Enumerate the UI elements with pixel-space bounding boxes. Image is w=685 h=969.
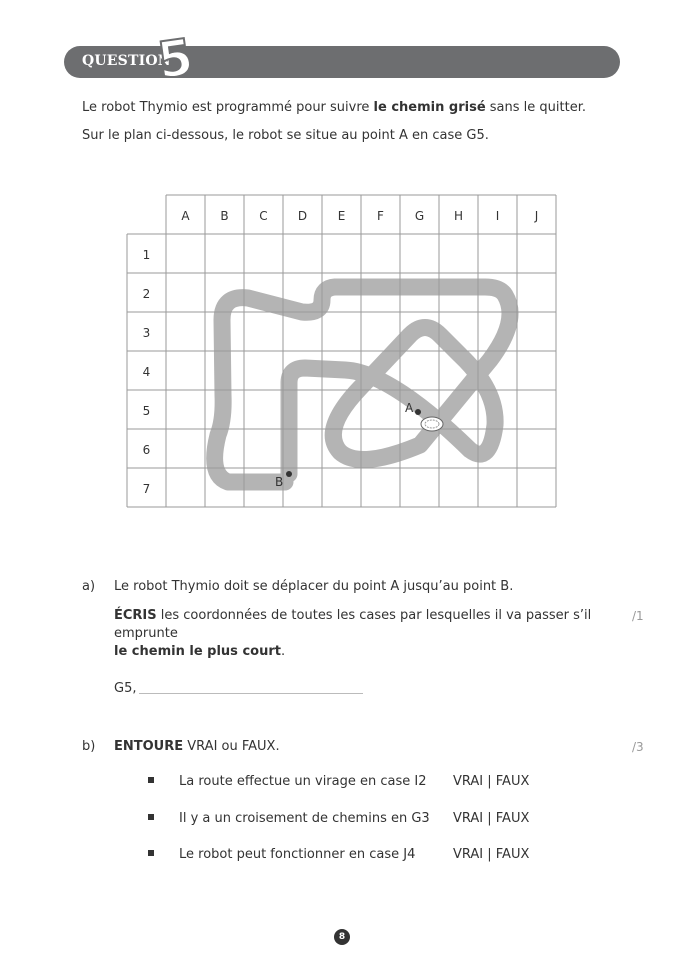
answer-line[interactable] xyxy=(139,693,363,694)
row-label: 5 xyxy=(142,404,151,418)
column-label: D xyxy=(297,209,308,223)
bullet-icon xyxy=(148,850,154,856)
page-number: 8 xyxy=(334,929,350,945)
part-b-score: /3 xyxy=(632,740,644,754)
row-label: 1 xyxy=(142,248,151,262)
part-a-instruction: ÉCRIS les coordonnées de toutes les cases par lesquelles il va passer s’il emprunte le chemin le plus court. xyxy=(114,608,592,659)
robot-icon xyxy=(421,417,443,431)
intro-line-2: Sur le plan ci-dessous, le robot se situe au point A en case G5. xyxy=(82,128,489,143)
column-label: G xyxy=(414,209,425,223)
answer-prefix: G5, xyxy=(114,681,137,696)
point-b-label: B xyxy=(275,475,284,489)
column-label: J xyxy=(534,209,539,223)
row-label: 3 xyxy=(142,326,151,340)
bullet-icon xyxy=(148,814,154,820)
point-b-dot xyxy=(286,471,292,477)
statement-1: La route effectue un virage en case I2 xyxy=(179,774,427,789)
intro-line-1: Le robot Thymio est programmé pour suivre le chemin grisé sans le quitter. xyxy=(82,100,586,115)
part-a-question: Le robot Thymio doit se déplacer du point A jusqu’au point B. xyxy=(114,579,514,594)
question-number: 5 xyxy=(154,27,197,91)
row-label: 4 xyxy=(142,365,151,379)
statement-2: Il y a un croisement de chemins en G3 xyxy=(179,811,430,826)
column-label: C xyxy=(259,209,268,223)
statement-3: Le robot peut fonctionner en case J4 xyxy=(179,847,416,862)
part-b-instruction: ENTOURE VRAI ou FAUX. xyxy=(114,739,280,754)
row-label: 7 xyxy=(142,482,151,496)
column-label: F xyxy=(377,209,384,223)
row-label: 6 xyxy=(142,443,151,457)
column-label: H xyxy=(453,209,464,223)
point-a-label: A xyxy=(405,401,414,415)
bullet-icon xyxy=(148,777,154,783)
choice-1[interactable]: VRAI | FAUX xyxy=(453,774,530,789)
column-label: I xyxy=(495,209,500,223)
column-label: E xyxy=(337,209,346,223)
column-label: A xyxy=(181,209,190,223)
choice-2[interactable]: VRAI | FAUX xyxy=(453,811,530,826)
point-a-dot xyxy=(415,409,421,415)
column-label: B xyxy=(220,209,229,223)
part-a-marker: a) xyxy=(82,579,96,594)
question-label: QUESTION xyxy=(82,53,171,69)
part-a-score: /1 xyxy=(632,609,644,623)
robot-path xyxy=(215,287,510,482)
part-b-marker: b) xyxy=(82,739,96,754)
choice-3[interactable]: VRAI | FAUX xyxy=(453,847,530,862)
row-label: 2 xyxy=(142,287,151,301)
